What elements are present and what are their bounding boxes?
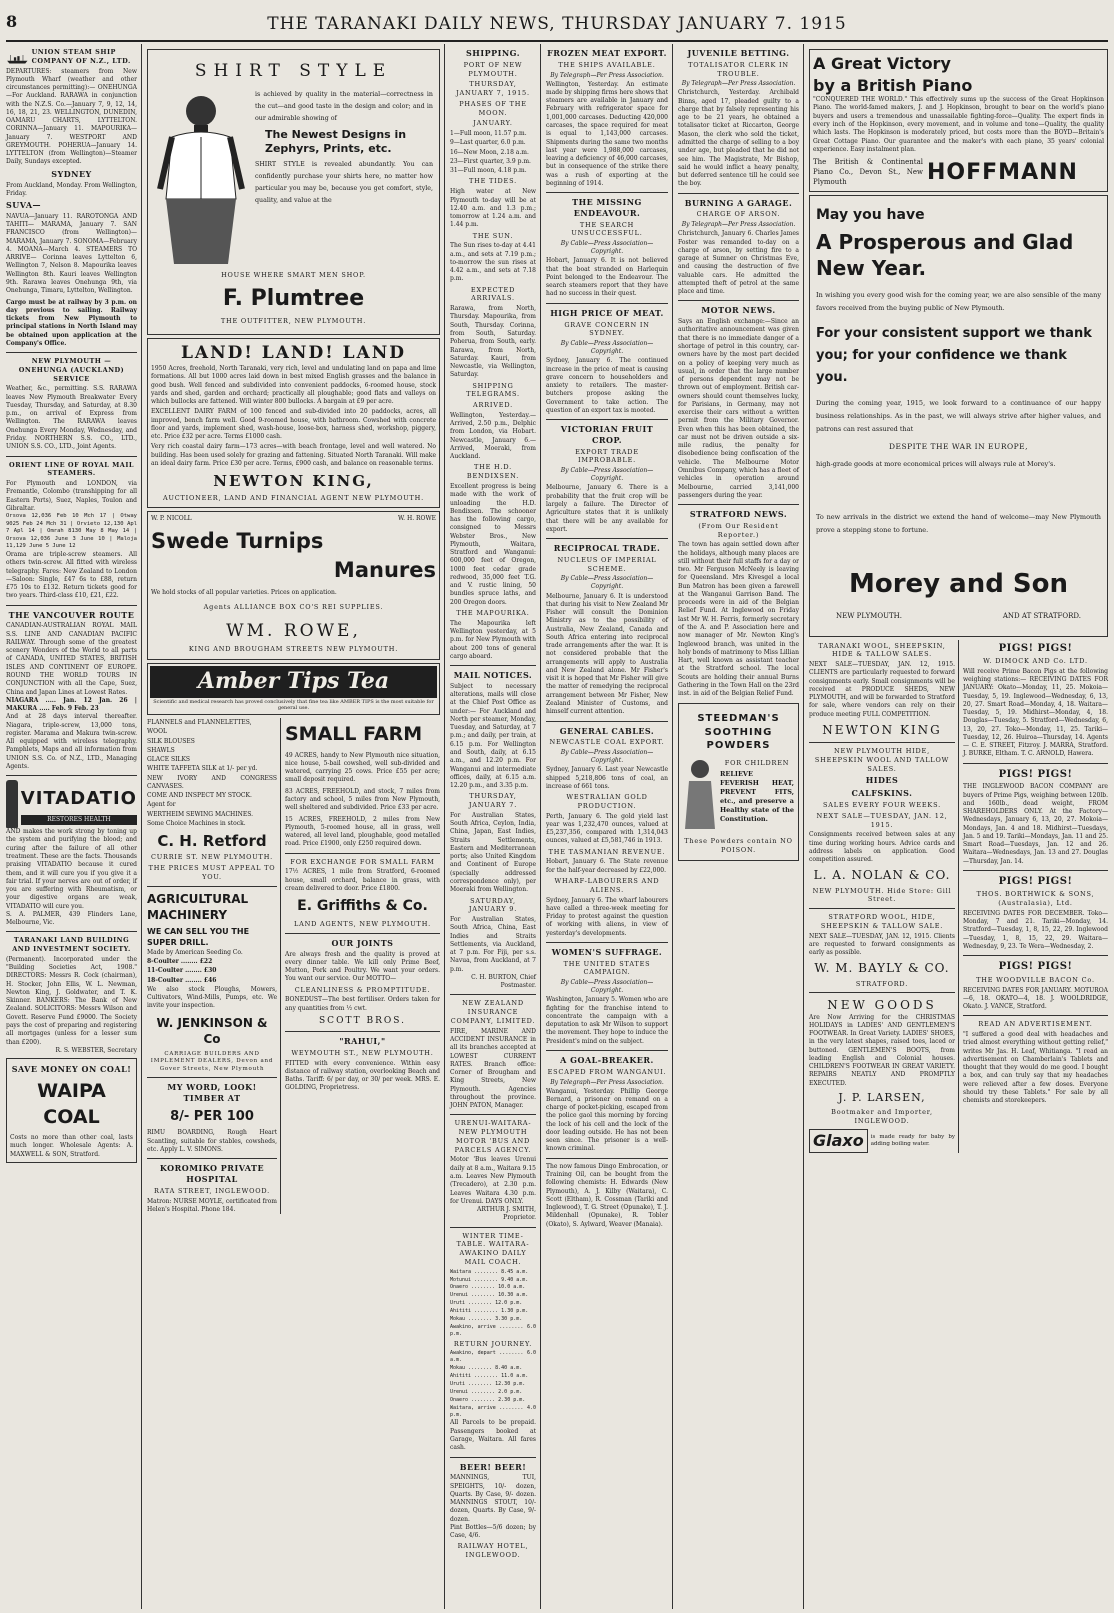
victory-line-2: by a British Piano	[813, 75, 973, 95]
house-smart-men: HOUSE WHERE SMART MEN SHOP.	[221, 270, 366, 279]
pigs-heading-4: PIGS! PIGS!	[998, 961, 1073, 973]
bendixsen-text: Excellent progress is being made with the work of unloading the H.D. Bendixsen. The schooner has the following cargo, consigned to Messrs Webster Bros., New Plymouth, Waitara, Stratford and Wanganui: 600,000 feet of Oregon, 1000 feet cedar grade redwood, 35,000 feet T.G. and V. rustic lining, 50 bundles spruce laths, and 200 Oregon doors.	[450, 483, 536, 606]
orient-table: Orsova 12,036 Feb 10 Mch 17 | Otway 9025 Feb 24 Mch 31 | Orvieto 12,130 Apl 7 Apl 14 | Omrah 8130 May 8 May 14 | Orsova 12,036 June 3 June 10 | Maloja 11,129 June 5 June 12	[6, 513, 137, 550]
expected-text: Rarawa, from North, Thursday. Mapourika, from South, Thursday. Corinna, from South, Saturday. Poherua, from South, early. Rarawa, from North, Saturday. Kauri, from Newcastle, via Wellington, Saturday.	[450, 305, 536, 379]
burton-sign: C. H. BURTON, Chief Postmaster.	[471, 973, 536, 990]
expected-heading: EXPECTED ARRIVALS.	[470, 285, 516, 303]
agri-sell: WE CAN SELL YOU THE SUPER DRILL.	[147, 927, 250, 947]
scott-bros: SCOTT BROS.	[319, 1015, 406, 1026]
retford-sub: CURRIE ST. NEW PLYMOUTH.	[150, 853, 274, 862]
motor-bus-heading: URENUI-WAITARA-NEW PLYMOUTH MOTOR 'BUS AND PARCELS AGENCY.	[454, 1119, 532, 1154]
new-goods-title: NEW GOODS	[827, 998, 937, 1013]
griffiths-sub: LAND AGENTS, NEW PLYMOUTH.	[293, 920, 432, 929]
column-rule	[803, 44, 804, 1609]
goal-breaker-byline: By Telegraph—Per Press Association.	[550, 1078, 664, 1086]
land-ad	[147, 338, 440, 508]
port-heading: PORT OF NEW PLYMOUTH.	[463, 60, 523, 78]
page-number: 8	[6, 12, 18, 31]
smith-sign: ARTHUR J. SMITH, Proprietor.	[477, 1206, 536, 1222]
missing-heading: THE MISSING ENDEAVOUR.	[572, 197, 642, 218]
steedmans-for-children: FOR CHILDREN	[724, 758, 790, 767]
ship-icon	[6, 46, 137, 68]
steedmans-no-poison: These Powders contain NO POISON.	[684, 836, 793, 854]
orient-text: For Plymouth and LONDON, via Fremantle, Colombo (transhipping for all Eastern Ports), Suez, Naples, Toulon and Gibraltar.	[6, 480, 137, 512]
steedmans-title: STEEDMAN'S SOOTHING POWDERS	[697, 713, 780, 752]
return-row: Ahititi ........ 11.0 a.m.	[450, 1373, 529, 1380]
wool-sales-column	[809, 640, 959, 1153]
timber-text: RIMU BOARDING, Rough Heart Scantling, suitable for stables, cowsheds, etc. Apply L. V. SIMONS.	[147, 1129, 277, 1153]
retford-list-item: GLACE SILKS	[147, 756, 191, 764]
amber-tips-title: Amber Tips Tea	[150, 666, 437, 698]
tasmanian-text: Hobart, January 6. The State revenue for the half-year decreased by £22,000.	[546, 858, 668, 874]
swede-text: We hold stocks of all popular varieties. Prices on application.	[151, 589, 337, 597]
mail-text: Subject to necessary alterations, mails will close at the Chief Post Office as under:— For Auckland and North per steamer, Monday, Tuesday, and Saturday, at 7 p.m.; and daily, per train, at 6.15 p.m. For Wellington and South, daily, at 6.15 a.m., and 12.20 p.m. For Wanganui and intermediate offices, daily, at 6.15 a.m. 12.20 p.m., and 3.35 p.m.	[450, 682, 536, 790]
coach-row: Motunui ........ 9.40 a.m.	[450, 1276, 529, 1283]
victory-line-1: A Great Victory	[813, 54, 951, 73]
morey-new-year-ad	[809, 195, 1108, 637]
farm-15: 15 ACRES, FREEHOLD, 2 miles from New Plymouth, 5-roomed house, all in grass, well watered, all level land, ploughable, good metalled road. Price £1900, only £250 required down.	[285, 815, 440, 848]
moon-phases	[450, 130, 536, 175]
juvenile-text: Christchurch, Yesterday. Archibald Binns, aged 17, pleaded guilty to a charge that by falsely representing his age to be 21 years, he obtained a totalisator ticket at Riccarton, George Mason, the clerk who sold the ticket, admitted the charge of selling to a boy under age, but pleaded that he did not see him. The Magistrate, Mr Bishop, said he would inflict a heavy penalty, but deferred sentence till he could see the boy.	[678, 89, 799, 188]
tasmanian-heading: THE TASMANIAN REVENUE.	[548, 847, 666, 856]
moon-phase-item: 1—Full moon, 11.57 p.m.	[450, 130, 527, 138]
newton-king-name: NEWTON KING,	[213, 472, 374, 491]
niagara-text: And at 28 days interval thereafter. Niagara, triple-screw, 13,000 tons, register. Marama and Makura twin-screw. All equipped with wireless telegraphy. Pamphlets, Maps and all information from UNION S.S. Co. of N.Z., LTD., Managing Agents.	[6, 713, 137, 770]
union-steam-text: DEPARTURES: steamers from New Plymouth Wharf (weather and other circumstances permitting):— ONEHUNGA—For Auckland. RARAWA in conjunction with the N.Z.S. Co.—January 7, 9, 12, 14, 16, 18, 21, 23. WELLINGTON, DUNEDIN, OAMARU CHARTS, LYTTELTON. CORINNA—January 11. MAPOURIKA—January 7. WESTPORT AND GREYMOUTH. POHERUA—January 14. LYTTELTON (from Wellington)—Steamer Daily, Sundays excepted.	[6, 67, 137, 166]
shirt-style-text-2: SHIRT STYLE is revealed abundantly. You can confidently purchase your shirts here, no matter how particular you may be, because you get comfort, style, quality, and value at the	[255, 161, 433, 205]
coach-timetable	[450, 1269, 536, 1338]
frozen-text: Wellington, Yesterday. An estimate made by shipping firms here shows that steamers are available in January and February with refrigerator space for 1,001,000 carcases. Deducting 420,000 carcases, the space required for meat is equal to 1,143,000 carcases. Shipments during the same two months last year were 1,988,000 carcases, leaving a deficiency of 46,000 carcases, but in consequence of the strike there was a rush of exporting at the beginning of 1914.	[546, 80, 669, 187]
mapourika-text: The Mapourika left Wellington yesterday, at 5 p.m. for New Plymouth with about 200 tons of general cargo aboard.	[450, 619, 536, 660]
manures-title: Manures	[333, 557, 436, 582]
steedmans-ad	[678, 703, 799, 861]
mail-saturday-text: For Australian States, South Africa, China, East Indies and Straits Settlements, via Auckland, at 7 p.m. For Fiji, per s.s. Navua, from Auckland, at 7 p.m.	[450, 916, 536, 973]
moon-phase-item: 16—New Moon, 2.18 a.m.	[450, 148, 529, 156]
despite-war: DESPITE THE WAR IN EUROPE,	[888, 441, 1029, 451]
newspaper-title: THE TARANAKI DAILY NEWS, THURSDAY JANUARY 7. 1915	[267, 14, 847, 34]
frozen-heading: FROZEN MEAT EXPORT.	[547, 48, 667, 58]
column-local-news	[674, 44, 803, 1609]
return-row: Awakino, depart ........ 6.0 a.m.	[450, 1350, 536, 1364]
suva-text: NAVUA—January 11. RAROTONGA AND TAHITI— MARAMA, January 7. SAN FRANCISCO (from Wellington)— MARAMA, January 7. SONOMA—February 4. MOANA—March 4. STEAMERS TO ARRIVE— Corinna leaves Lyttelton 6, Wellington 7, Nelson 8. Mapourika leaves Wellington 8th. Kauri leaves Wellington 9th. Rarawa leaves Onehunga 9th, via Onehunga, Timaru, Lyttelton, Wellington.	[6, 212, 137, 295]
borthwick-name: THOS. BORTHWICK & SONS, (Australasia), Ltd.	[976, 890, 1095, 908]
beer-text: MANNINGS, TUI, SPEIGHTS, 10/- dozen, Quarts. By Case, 9/- dozen. MANNINGS STOUT, 10/- dozen, Quarts. By Case, 9/- dozen.	[450, 1474, 536, 1523]
garage-heading: BURNING A GARAGE.	[684, 197, 793, 208]
arrived-heading: ARRIVED.	[473, 401, 513, 410]
vitadatio-title: VITADATIO	[20, 787, 137, 809]
swede-agents: Agents ALLIANCE BOX CO'S REI SUPPLIES.	[203, 603, 384, 612]
telegrams-text: Wellington, Yesterday.—Arrived, 2.50 p.m., Delphic from London, via Hobart. Newcastle, January 6.—Arrived, Moeraki, from Auckland.	[450, 411, 536, 461]
small-farm-title: SMALL FARM	[285, 723, 423, 745]
joints-text-2: BONEDUST—The best fertiliser. Orders taken for any quantities from ½ cwt.	[285, 996, 440, 1012]
wm-rowe-sub: KING AND BROUGHAM STREETS NEW PLYMOUTH.	[188, 645, 399, 654]
suffrage-sub: THE UNITED STATES CAMPAIGN.	[563, 959, 651, 977]
retford-list-item: NEW IVORY AND CONGRESS CANVASES.	[147, 774, 277, 790]
piano-company: The British & Continental Piano Co., Devon St., New Plymouth	[813, 158, 923, 186]
juvenile-sub: TOTALISATOR CLERK IN TROUBLE.	[688, 60, 789, 78]
swede-turnips-ad	[147, 511, 440, 660]
farm-17: 17½ ACRES, 1 mile from Stratford, 6-roomed house, small orchard, balance in grass, with cream delivered to door. Price £1800.	[285, 868, 440, 892]
vitadatio-palmer: S. A. PALMER, 439 Flinders Lane, Melbourne, Vic.	[6, 910, 137, 927]
morey-and-son: Morey and Son	[848, 569, 1068, 600]
embrocation-text: The now famous Dingo Embrocation, or Training Oil, can be bought from the following chemists: H. Edwards (New Plymouth), A. J. Kilby (Waitara), C. Scott (Eltham), R. Cossman (Tariki and Inglewood), T. G. Street (Opunake), T. J. Mildenhall (Opunake), R. Tobler (Okato), S. Aylward, Weaver (Manaia).	[546, 1162, 668, 1228]
retford-list-item: WERTHEIM SEWING MACHINES.	[147, 810, 254, 818]
joints-heading: OUR JOINTS	[331, 937, 394, 948]
farm-83: 83 ACRES, FREEHOLD, and stock, 7 miles from factory and school, 5 miles from New Plymouth, well sheltered and subdivided. Price £33 per acre.	[285, 787, 440, 812]
next-sale: NEXT SALE—TUESDAY, JAN. 12, 1915.	[816, 811, 948, 829]
beer-pints: Pint Bottles—5/6 dozen; by Case, 4/6.	[450, 1523, 536, 1540]
land-1950: 1950 Acres, freehold, North Taranaki, very rich, level and undulating land on papa and lime formations. All but 1000 acres laid down in best mixed English grasses and the balance in good bush. Well fenced and subdivided into convenient paddocks, 6-roomed house, stock yards and shed, garden and orchard; practically all ploughable; good flats and valleys on which bullocks are fattened. Will winter 800 bullocks. A bargain at £9 per acre.	[151, 365, 436, 406]
small-farm-ad	[285, 718, 440, 1214]
hoffmann-name: HOFFMANN	[927, 160, 1078, 186]
retford-list-item: Agent for	[147, 801, 176, 809]
building-society-text: (Permanent). Incorporated under the "Building Societies Act, 1908." DIRECTORS: Messrs R. Cock (chairman), H. Stocker, John Ellis, W. L. Newman, Newton King, J. Goldwater, and T. K. Skinner. BANKERS: The Bank of New Zealand. SOLICITORS: Messrs Wilson and Govett. Reserve Fund £9000. The Society pays the cost of preparing and registering all mortgages (unless for a lesser sum than £200).	[6, 955, 137, 1046]
woodville-name: THE WOODVILLE BACON Co.	[976, 975, 1095, 984]
gold-heading: WESTRALIAN GOLD PRODUCTION.	[566, 793, 648, 810]
vancouver-text: CANADIAN-AUSTRALIAN ROYAL MAIL S.S. LINE AND CANADIAN PACIFIC RAILWAY. Through some of the greatest scenery Wonders of the World to all parts of CANADA, UNITED STATES, BRITISH ISLES AND CONTINENT OF EUROPE. ROUND THE WORLD TOURS IN CONJUNCTION with all the Cape, Suez, China and Japan Lines at Lowest Rates.	[6, 622, 137, 696]
column-shipping-news	[446, 44, 540, 1609]
amber-tips-ad	[147, 663, 440, 715]
tides-text: High water at New Plymouth to-day will be at 12.40 a.m. and 1.3 p.m.; tomorrow at 1.24 a.m. and 1.44 p.m.	[450, 188, 536, 229]
goal-breaker-heading: A GOAL-BREAKER.	[560, 1054, 654, 1065]
coach-row: Onaero ........ 10.0 a.m.	[450, 1284, 526, 1291]
coach-row: Mokau ........ 3.30 p.m.	[450, 1316, 523, 1322]
sydney-heading: SYDNEY	[51, 168, 92, 179]
pigs-heading-3: PIGS! PIGS!	[998, 875, 1073, 887]
moon-phase-item: 23—First quarter, 3.9 p.m.	[450, 157, 531, 165]
jenkinson-name: W. JENKINSON & Co	[156, 1015, 268, 1046]
nolan-name: L. A. NOLAN & CO.	[813, 868, 951, 883]
cables-byline: By Cable—Press Association—Copyright.	[560, 749, 654, 765]
coach-row: Urenui ........ 10.30 a.m.	[450, 1292, 529, 1299]
moon-month: JANUARY.	[473, 119, 513, 128]
masthead-rule	[6, 40, 1108, 42]
arson-text: Christchurch, January 6. Charles James Foster was remanded to-day on a charge of arson, by setting fire to a garage at Sumner on Christmas Eve, and causing the destruction of five valuable cars. He admitted the attempted theft of petrol at the same place and time.	[678, 230, 799, 296]
wharf-text: Sydney, January 6. The wharf labourers have called a three-week meeting for Friday to protest against the question of working with aliens, in view of yesterday's developments.	[546, 896, 668, 937]
juvenile-heading: JUVENILE BETTING.	[687, 48, 790, 58]
fruit-heading: VICTORIAN FRUIT CROP.	[560, 424, 654, 445]
shipping-heading: SHIPPING.	[466, 48, 520, 58]
retford-list-item: COME AND INSPECT MY STOCK.	[147, 792, 252, 800]
vitadatio-bottle-icon	[6, 780, 18, 828]
amber-tips-sub: Scientific and medical research has proved conclusively that fine tea like AMBER TIPS is the most suitable for general use.	[153, 698, 434, 712]
fruit-byline: By Cable—Press Association—Copyright.	[560, 467, 654, 483]
waipa-coal-title: WAIPA COAL	[37, 1079, 106, 1128]
stratford-sub: (From Our Resident Reporter.)	[698, 521, 779, 539]
fruit-sub: EXPORT TRADE IMPROBABLE.	[575, 447, 639, 465]
farm-exchange: FOR EXCHANGE FOR SMALL FARM	[290, 857, 435, 866]
child-illustration	[683, 757, 717, 835]
wool-text: NEXT SALE—TUESDAY, JAN. 12, 1915. CLIENTS are particularly requested to forward consignments early. Small consignments will be received at PRODUCE SHEDS, NEW PLYMOUTH, and will be forwarded to Stratford for sale, where vendors can rely on their produce meeting FULL COMPETITION.	[809, 661, 955, 718]
arson-byline: By Telegraph—Per Press Association.	[681, 221, 796, 229]
insurance-heading: NEW ZEALAND INSURANCE COMPANY, LIMITED.	[450, 999, 536, 1025]
prosperous-new-year: A Prosperous and Glad New Year.	[816, 229, 1074, 280]
timber-heading: MY WORD, LOOK! TIMBER AT	[167, 1082, 257, 1103]
goal-breaker-text: Wanganui, Yesterday. Phillip George Bernard, a prisoner on remand on a charge of pocket-picking, escaped from the police gaol this morning by forcing the lock of his cell and the lock of the door leading outside. He has not been seen since. The prisoner is a well-known criminal.	[546, 1087, 668, 1153]
insurance-text: FIRE, MARINE AND ACCIDENT INSURANCE in all its branches accepted at LOWEST CURRENT RATES. Branch office: Corner of Brougham and King Streets, New Plymouth. Agencies throughout the province. JOHN PATON, Manager.	[450, 1027, 536, 1110]
timber-price: 8/- PER 100	[170, 1108, 254, 1124]
agri-made: Made by American Seeding Co.	[147, 948, 243, 956]
onehunga-heading: NEW PLYMOUTH — ONEHUNGA (AUCKLAND) SERVICE	[18, 357, 125, 383]
fruit-text: Melbourne, January 6. There is a probability that the fruit crop will be largely a failure. The Director of Agriculture states that it is unlikely that there will be any available for export.	[546, 484, 668, 533]
newton-king-wool: NEWTON KING	[822, 722, 942, 737]
stratford-wool-text: NEXT SALE—TUESDAY, JAN. 12, 1915. Clients are requested to forward consignments as early as possible.	[809, 932, 955, 957]
meat-price-sub: GRAVE CONCERN IN SYDNEY.	[564, 320, 650, 338]
retford-list-item: SHAWLS	[147, 746, 175, 754]
agri-price-row: 8-Coulter ........ £22	[147, 957, 213, 965]
motor-bus-text: Motor 'Bus leaves Urenui daily at 8 a.m., Waitara 9.15 a.m. Leaves New Plymouth (Trecadero), at 2.30 p.m. Leaves Waitara 4.30 p.m. for Urenui. DAYS ONLY.	[450, 1156, 536, 1205]
stratford-heading: STRATFORD NEWS.	[689, 509, 788, 520]
retford-ad	[147, 718, 281, 1214]
juvenile-byline: By Telegraph—Per Press Association.	[681, 80, 796, 88]
beer-heading: BEER! BEER!	[459, 1461, 527, 1472]
cables-sub: NEWCASTLE COAL EXPORT.	[549, 738, 665, 747]
read-ad-heading: READ AN ADVERTISEMENT.	[978, 1020, 1093, 1029]
vitadatio-text: AND makes the work strong by toning up the system and purifying the blood; and curing after the failure of all other treatment. These are the facts. Thousands praising VITADATIO because it cured them, and it will cure you if you give it a fair trial. If your nerves are out of order, if you are suffering with Rheumatism, or your digestive organs are weak, VITADATIO will cure you.	[6, 828, 137, 910]
return-row: Waitara, arrive ........ 4.0 p.m.	[450, 1404, 536, 1418]
missing-byline: By Cable—Press Association—Copyright.	[560, 240, 654, 256]
mail-thursday-text: For Australian States, South Africa, Ceylon, India, China, Japan, East Indies, Straits Settlements, Eastern and Mediterranean ports; also United Kingdom and Continent of Europe (specially addressed correspondence only), per Moeraki from Wellington.	[450, 811, 536, 894]
cables-heading: GENERAL CABLES.	[559, 725, 655, 736]
nicoll-name: W. P. NICOLL	[151, 515, 192, 523]
despite-text: high-grade goods at more economical prices will always rule at Morey's.	[816, 460, 1056, 469]
bendixsen-heading: THE H.D. BENDIXSEN.	[466, 463, 520, 481]
retford-list	[147, 719, 277, 828]
consistent-support: For your consistent support we thank you; for your confidence we thank you.	[816, 325, 1092, 385]
meat-price-byline: By Cable—Press Association—Copyright.	[560, 340, 654, 356]
retford-list-item: FLANNELS and FLANNELETTES,	[147, 719, 252, 726]
moon-phase-item: 9—Last quarter, 6.0 p.m.	[450, 139, 526, 147]
building-society-heading: TARANAKI LAND BUILDING AND INVESTMENT SOCIETY.	[12, 936, 131, 954]
koromiko-sub: RATA STREET, INGLEWOOD.	[154, 1186, 270, 1195]
shirt-style-ad	[147, 49, 440, 335]
plumtree-name: F. Plumtree	[222, 285, 365, 311]
coach-row: Uruti ........ 12.0 p.m.	[450, 1300, 523, 1307]
niagara-dates: NIAGARA ..... Jan. 12 Jan. 26 | MAKURA ..... Feb. 9 Feb. 23	[6, 696, 137, 713]
pigs-column	[963, 640, 1108, 1153]
koromiko-text: Matron: NURSE MOYLE, certificated from Helen's Hospital. Phone 184.	[147, 1197, 277, 1213]
new-goods-text: Are Now Arriving for the CHRISTMAS HOLIDAYS in LADIES' AND GENTLEMEN'S FOOTWEAR. In Great Variety. LADIES' SHOES, in the very latest shapes, raised toes, laced or buttoned. GENTLEMEN'S BOOTS, from leading English and Colonial houses. CHILDREN'S FOOTWEAR IN GREAT VARIETY. REPAIRS NEATLY AND PROMPTLY EXECUTED.	[809, 1013, 955, 1087]
return-row: Uruti ........ 12.30 p.m.	[450, 1381, 526, 1387]
waipa-banner: SAVE MONEY ON COAL!	[11, 1064, 132, 1075]
koromiko-heading: KOROMIKO PRIVATE HOSPITAL	[159, 1163, 265, 1184]
swede-turnips-title: Swede Turnips	[151, 529, 324, 554]
suffrage-byline: By Cable—Press Association—Copyright.	[560, 979, 654, 995]
rahui-heading: "RAHUI,"	[339, 1036, 386, 1047]
shirt-style-text: is achieved by quality in the material—correctness in the cut—and good taste in the design and color; and in our admirable showing of	[255, 90, 433, 122]
column-rule	[444, 44, 445, 1609]
larsen-sub: Bootmaker and Importer, INGLEWOOD.	[831, 1107, 933, 1125]
return-row: Mokau ........ 8.40 a.m.	[450, 1365, 523, 1372]
agri-price-row: 11-Coulter ........ £30	[147, 967, 217, 975]
railway-hotel: RAILWAY HOTEL, INGLEWOOD.	[457, 1542, 529, 1560]
frozen-byline: By Telegraph—Per Press Association.	[550, 71, 664, 79]
tides-heading: THE TIDES.	[469, 177, 517, 186]
griffiths-name: E. Griffiths & Co.	[297, 898, 428, 915]
retford-prices: THE PRICES MUST APPEAL TO YOU.	[148, 864, 276, 881]
orient-heading: ORIENT LINE OF ROYAL MAIL STEAMERS.	[9, 460, 134, 478]
stratford-text: The town has again settled down after the holidays, although many places are still without their full staffs for a day or two. Mr Ferguson McNeely is leaving for Queensland. Mrs Kivesgel a local Bun Matron has been given a farewell at the Wanganui Garrison Band. The proceeds were in aid of the Belgian Relief Fund. At Inglewood on Friday last Mr W. H. Ferris, formerly secretary of the A. and P. Association here and now manager of Mr. Newton King's Inglewood branch, was united in the holy bonds of matrimony to Miss Lillian Hart, well known as assistant teacher at the Stratford school. The local Scouts are holding their annual Burns Gathering in the Town Hall on the 23rd inst. in aid of the Belgian Relief Fund.	[678, 541, 799, 698]
consign-text: Consignments received between sales at any time during working hours. Advice cards and address labels on application. Good competition assured.	[809, 831, 955, 864]
victory-text: "CONQUERED THE WORLD." This effectively sums up the success of the Great Hopkinson Piano. The world-famed makers, J. and J. Hopkinson, brought to bear on the world's piano buyers and users a tremendous and unassailable fighting-force—Quality. The expert finds in every inch of the Hopkinson, every movement, and in volume and tone—Quality, the quality which lasts. The Hopkinson is moderately priced, but costs more than the BOYD—Britain's Great Cottage Piano. Our guarantee and the maker's with each piano, 35 years' colonial experience. Easy instalment plan.	[813, 96, 1104, 153]
vancouver-heading: THE VANCOUVER ROUTE	[8, 609, 135, 620]
vitadatio-banner: RESTORES HEALTH	[21, 815, 137, 825]
nolan-sub: NEW PLYMOUTH. Hide Store: Gill Street.	[812, 886, 952, 904]
during-text: During the coming year, 1915, we look forward to a continuance of our happy business relationships. As in the past, we will always strive after higher values, and patrons can rest assured that	[816, 398, 1101, 433]
reciprocal-text: Melbourne, January 6. It is understood that during his visit to New Zealand Mr Fisher will consult the Dominion Ministry as to the possibility of Australia, New Zealand, Canada and South Africa entering into reciprocal trade arrangements after the war. It is not considered probable that the arrangements will apply to Australia and New Zealand alone. Mr Fisher's visit it is hoped that Mr Fisher will give the matter of remedying the reciprocal arrangement between Mr Fisher, New Zealand Minister of Customs, and himself current attention.	[546, 592, 668, 716]
morey-new-plymouth: NEW PLYMOUTH.	[836, 612, 902, 621]
calfskins-label: CALFSKINS.	[851, 788, 913, 799]
suffrage-text: Washington, January 5. Women who are fighting for the franchise intend to concentrate the campaign with a deputation to ask Mr Wilson to support the movement. They hope to induce the President's mind on the subject.	[546, 996, 668, 1045]
np-wool-heading: NEW PLYMOUTH HIDE, SHEEPSKIN WOOL AND TALLOW SALES.	[814, 747, 950, 773]
man-in-shirt-illustration	[154, 89, 249, 269]
sun-text: The Sun rises to-day at 4.41 a.m., and sets at 7.19 p.m.; to-morrow the sun rises at 4.42 a.m., and sets at 7.18 p.m.	[450, 242, 536, 283]
steedmans-relieve: RELIEVE FEVERISH HEAT, PREVENT FITS, etc., and preserve a Healthy state of the Constitution.	[720, 769, 794, 823]
new-arrivals-text: To new arrivals in the district we extend the hand of welcome—may New Plymouth prove a stepping stone to fortune.	[816, 513, 1101, 535]
wool-heading: TARANAKI WOOL, SHEEPSKIN, HIDE & TALLOW SALES.	[818, 641, 946, 659]
bacon-text: THE INGLEWOOD BACON COMPANY are buyers of Prime Pigs, weighing between 120lb. and 160lb., dead weight, FROM SHAREHOLDERS ONLY. At the Factory—Wednesdays, January 6, 13, 20, 27. Mokoia—Mondays, Jan. 4 and 18. Midhirst—Tuesdays, Jan. 5 and 19. Tariki—Mondays, Jan. 11 and 25. Smart Road—Tuesdays, Jan. 12 and 26. Waitara—Wednesdays, Jan. 13 and 27. Douglas—Thursday, Jan. 14.	[963, 783, 1108, 865]
land-rich: Very rich coastal dairy farm—173 acres—with beach frontage, level and well watered. No building. Has been used solely for grazing and fattening. Situated North Taranaki. Will make an ideal dairy farm. Price £30 per acre. Terms, £900 cash, and balance on reasonable terms.	[151, 443, 436, 468]
retford-list-item: Some Choice Machines in stock.	[147, 819, 246, 827]
column-rule	[141, 44, 142, 1609]
wharf-heading: WHARF-LABOURERS AND ALIENS.	[554, 876, 660, 894]
return-timetable	[450, 1350, 536, 1418]
goal-breaker-sub: ESCAPED FROM WANGANUI.	[547, 1067, 667, 1076]
building-society-secretary: R. S. WEBSTER, Secretary	[55, 1046, 137, 1054]
retford-list-item: WHITE TAFFETA SILK at 1/- per yd.	[147, 765, 258, 773]
mapourika-heading: THE MAPOURIKA.	[456, 609, 530, 617]
may-you-have: May you have	[816, 206, 925, 223]
onehunga-text: Weather, &c., permitting. S.S. RARAWA leaves New Plymouth Breakwater Every Tuesday, Thursday, and Saturday, at 8.30 p.m., on arrival of Express from Wellington. The RARAWA leaves Onehunga Every Monday, Wednesday, and Friday. NORTHERN S.S. CO., LTD., UNION S.S. CO., LTD., Joint Agents.	[6, 385, 137, 451]
borthwick-text: RECEIVING DATES FOR DECEMBER. Toko—Monday, 7 and 21. Tariki—Monday, 14. Stratford—Tuesday, 1, 8, 15, 22, 29. Inglewood—Tuesday, 1, 8, 15, 22, 29. Waitara—Wednesday, 9, 23. Te Wera—Wednesday, 2.	[963, 909, 1108, 950]
rahui-text: FITTED with every convenience. Within easy distance of railway station, overlooking Beach and Baths. Tariff: 6/ per day, or 30/ per week. MRS. E. GOLDING, Proprietress.	[285, 1059, 440, 1092]
column-rule	[672, 44, 673, 1609]
masthead	[0, 0, 1114, 44]
suva-heading: SUVA—	[6, 200, 42, 211]
orient-text-2: Orama are triple-screw steamers. All others twin-screw. All fitted with wireless telegraphy. Fares: New Zealand to London—Saloon: Single, £47 6s to £88, return £75 10s to £132. Return tickets good for two years. Third-class £10, £21, £22.	[6, 551, 137, 600]
return-row: Urenui ........ 2.0 p.m.	[450, 1388, 523, 1395]
joints-motto: CLEANLINESS & PROMPTITUDE.	[294, 985, 431, 994]
wm-rowe-name: WM. ROWE,	[226, 621, 361, 642]
woodville-text: RECEIVING DATES FOR JANUARY. MOTUROA—6, 18. OKATO—4, 18. J. WOOLDRIDGE, Okato. J. VANCE, Stratford.	[963, 986, 1108, 1011]
pigs-heading-1: PIGS! PIGS!	[998, 642, 1073, 654]
land-dairy: EXCELLENT DAIRY FARM of 100 fenced and sub-divided into 20 paddocks, acres, all improved, bench farm well. Good 9-roomed house, with bathroom. Cowshed with concrete floor and yards, implement shed, wash-house, loose-box, harness shed, workshop, piggery, etc. Price £32 per acre. Terms £1000 cash.	[151, 408, 436, 441]
coach-row: Waitara ........ 8.45 a.m.	[450, 1268, 529, 1275]
cables-text: Sydney, January 6. Last year Newcastle shipped 5,218,806 tons of coal, an increase of 661 tons.	[546, 766, 668, 790]
rahui-sub: WEYMOUTH ST., NEW PLYMOUTH.	[291, 1048, 434, 1057]
joints-text: Are always fresh and the quality is proved at every dinner table. We kill only Prime Beef, Mutton, Pork and Poultry. We want your orders. You want our service. Our MOTTO—	[285, 950, 440, 983]
hides-label: HIDES	[865, 775, 899, 786]
bayly-name: W. M. BAYLY & CO.	[814, 961, 950, 976]
every-four-weeks: SALES EVERY FOUR WEEKS.	[823, 801, 941, 810]
retford-list-item: WOOL	[147, 728, 167, 736]
shipping-date: THURSDAY, JANUARY 7, 1915.	[456, 80, 530, 98]
retford-list-item: SILK BLOUSES	[147, 737, 195, 745]
frozen-sub: THE SHIPS AVAILABLE.	[558, 60, 656, 69]
newest-designs: The Newest Designs in Zephyrs, Prints, etc.	[265, 127, 407, 156]
column-display-ads	[805, 44, 1112, 1609]
agri-prices	[147, 958, 277, 985]
mail-thursday: THURSDAY, JANUARY 7.	[468, 792, 518, 810]
mail-saturday: SATURDAY, JANUARY 9.	[468, 896, 518, 914]
read-ad-text: "I suffered a good deal with headaches and tried almost everything without getting relief," writes Mr Jas. H. Leaf, Whitianga. "I read an advertisement on Chamberlain's Tablets and thought that they would do me good. I bought a box, and can truly say that my headaches were relieved after a few doses. Everyone should try these Tablets." For sale by all chemists and storekeepers.	[963, 1031, 1108, 1105]
coach-text: All Parcels to be prepaid. Passengers booked at Garage, Waitara. All fares cash.	[450, 1419, 536, 1452]
return-row: Onaero ........ 2.30 p.m.	[450, 1396, 526, 1403]
retford-name: C. H. Retford	[157, 832, 267, 851]
waipa-text: Costs no more than other coal, lasts much longer. Wholesale Agents: A. MAXWELL & SON, Stratford.	[10, 1134, 133, 1158]
jenkinson-sub: CARRIAGE BUILDERS AND IMPLEMENT DEALERS, Devon and Gover Streets, New Plymouth	[150, 1050, 274, 1072]
moon-phase-item: 31—Full moon, 4.18 p.m.	[450, 167, 527, 175]
bayly-sub: STRATFORD.	[855, 979, 909, 988]
agri-title: AGRICULTURAL MACHINERY	[147, 891, 249, 922]
reciprocal-sub: NUCLEUS OF IMPERIAL SCHEME.	[557, 555, 657, 573]
glaxo-text: is made ready for baby by adding boiling water.	[870, 1133, 955, 1148]
meat-price-text: Sydney, January 6. The continued increase in the price of meat is causing grave concern to householders and anxiety to retailers. The master-butchers propose asking the Government to take action. The question of an export tax is mooted.	[546, 357, 668, 414]
land-heading: LAND! LAND! LAND	[180, 343, 407, 364]
pigs-heading-2: PIGS! PIGS!	[998, 768, 1073, 780]
dimock-text: Will receive Prime Bacon Pigs at the following weighing stations:— RECEIVING DATES FOR JANUARY: Okato—Monday, 11, 25. Mokoia—Tuesday, 5, 19. Inglewood—Wednesday, 6, 13, 20, 27. Smart Road—Monday, 4, 18. Waitara—Tuesday, 5, 19. Midhirst—Monday, 4, 18. Douglas—Tuesday, 5. Stratford—Wednesday, 6, 13, 20, 27. Toko—Monday, 11, 25. Tariki—Tuesday, 12, 26. Huiroa—Thursday, 14. Agents— C. E. STREET, Fitzroy. J. MARRA, Stratford. J. BURKE, Eltham. T. C. ARNOLD, Hawera.	[963, 667, 1108, 758]
glaxo-logo: Glaxo	[809, 1129, 868, 1153]
agri-price-row: 18-Coulter ........ £46	[147, 976, 217, 984]
stratford-wool-heading: STRATFORD WOOL, HIDE, SHEEPSKIN & TALLOW SALE.	[820, 913, 944, 930]
moon-heading: PHASES OF THE MOON.	[459, 99, 527, 117]
wishing-text: In wishing you every good wish for the coming year, we are also sensible of the many favors received from the buying public of New Plymouth.	[816, 290, 1101, 312]
shirt-style-title: SHIRT STYLE	[194, 61, 393, 81]
missing-text: Hobart, January 6. It is not believed that the boat stranded on Harlequin Point belonged to the Endeavour. The search steamers report that they have had no success in their quest.	[546, 257, 668, 298]
meat-price-heading: HIGH PRICE OF MEAT.	[550, 307, 664, 318]
larsen-name: J. P. LARSEN,	[838, 1090, 926, 1104]
telegrams-heading: SHIPPING TELEGRAMS.	[466, 381, 520, 399]
suffrage-heading: WOMEN'S SUFFRAGE.	[551, 946, 663, 957]
rowe-name: W. H. ROWE	[398, 515, 436, 523]
sydney-text: From Auckland, Monday. From Wellington, Friday.	[6, 181, 137, 197]
sun-heading: THE SUN.	[472, 231, 514, 240]
coach-heading: WINTER TIME-TABLE. WAITARA-AWAKINO DAILY MAIL COACH.	[456, 1231, 530, 1266]
farm-49: 49 ACRES, handy to New Plymouth nice situation, nice house, 5-bail cowshed, well sub-divided and watered, carrying 25 cows. Price £55 per acre; small deposit required.	[285, 751, 440, 784]
dimock-name: W. DIMOCK AND Co. LTD.	[983, 657, 1088, 666]
agri-text: We also stock Ploughs, Mowers, Cultivators, Wind-Mills, Pumps, etc. We invite your inspection.	[147, 985, 277, 1010]
cargo-notice: Cargo must be at railway by 3 p.m. on day previous to sailing. Railway tickets from New Plymouth to principal stations in North Island may be obtained upon application at the Company's Office.	[6, 298, 137, 347]
reciprocal-heading: RECIPROCAL TRADE.	[553, 543, 661, 554]
column-shipping-notices	[2, 44, 141, 1609]
mail-heading: MAIL NOTICES.	[453, 670, 533, 681]
missing-sub: THE SEARCH UNSUCCESSFUL.	[571, 220, 643, 238]
morey-stratford: AND AT STRATFORD.	[1002, 612, 1081, 621]
plumtree-sub: THE OUTFITTER, NEW PLYMOUTH.	[220, 317, 367, 326]
column-rule	[540, 44, 541, 1609]
hoffmann-piano-ad	[809, 49, 1108, 192]
newton-king-sub: AUCTIONEER, LAND AND FINANCIAL AGENT NEW PLYMOUTH.	[163, 493, 424, 502]
return-heading: RETURN JOURNEY.	[453, 1339, 533, 1348]
reciprocal-byline: By Cable—Press Association—Copyright.	[560, 575, 654, 591]
coach-row: Awakino, arrive ........ 6.0 p.m.	[450, 1323, 536, 1337]
gold-text: Perth, January 6. The gold yield last year was 1,232,470 ounces, valued at £5,237,356, compared with 1,314,043 ounces, valued at £5,581,746 in 1913.	[546, 812, 668, 845]
union-steam-heading: UNION STEAM SHIP COMPANY OF N.Z., LTD.	[31, 48, 131, 65]
column-advertisements	[143, 44, 444, 1609]
motor-news-text: Says an English exchange:—Since an authoritative announcement was given that there is no immediate danger of a shortage of petrol in this country, car-owners have by the most part decided on a policy of keeping very much as usual, in order that the large number of persons dependent may not be thrown out of employment. British car-owners should count themselves lucky, for Parisians, in Germany, may not exercise their cars without a written permit from the Military Governor. Even when this has been obtained, the car must not be driven outside a six-mile radius, the penalty for disobedience being confiscation of the vehicle. The Melbourne Motor Omnibus Company, which has a fleet of vehicles in operation around Melbourne, carried 3,141,000 passengers during the year.	[678, 318, 799, 499]
motor-news-heading: MOTOR NEWS.	[701, 305, 776, 316]
arson-heading: CHARGE OF ARSON.	[696, 210, 781, 219]
column-cable-news	[542, 44, 672, 1609]
coach-row: Ahititi ........ 1.30 p.m.	[450, 1308, 529, 1315]
